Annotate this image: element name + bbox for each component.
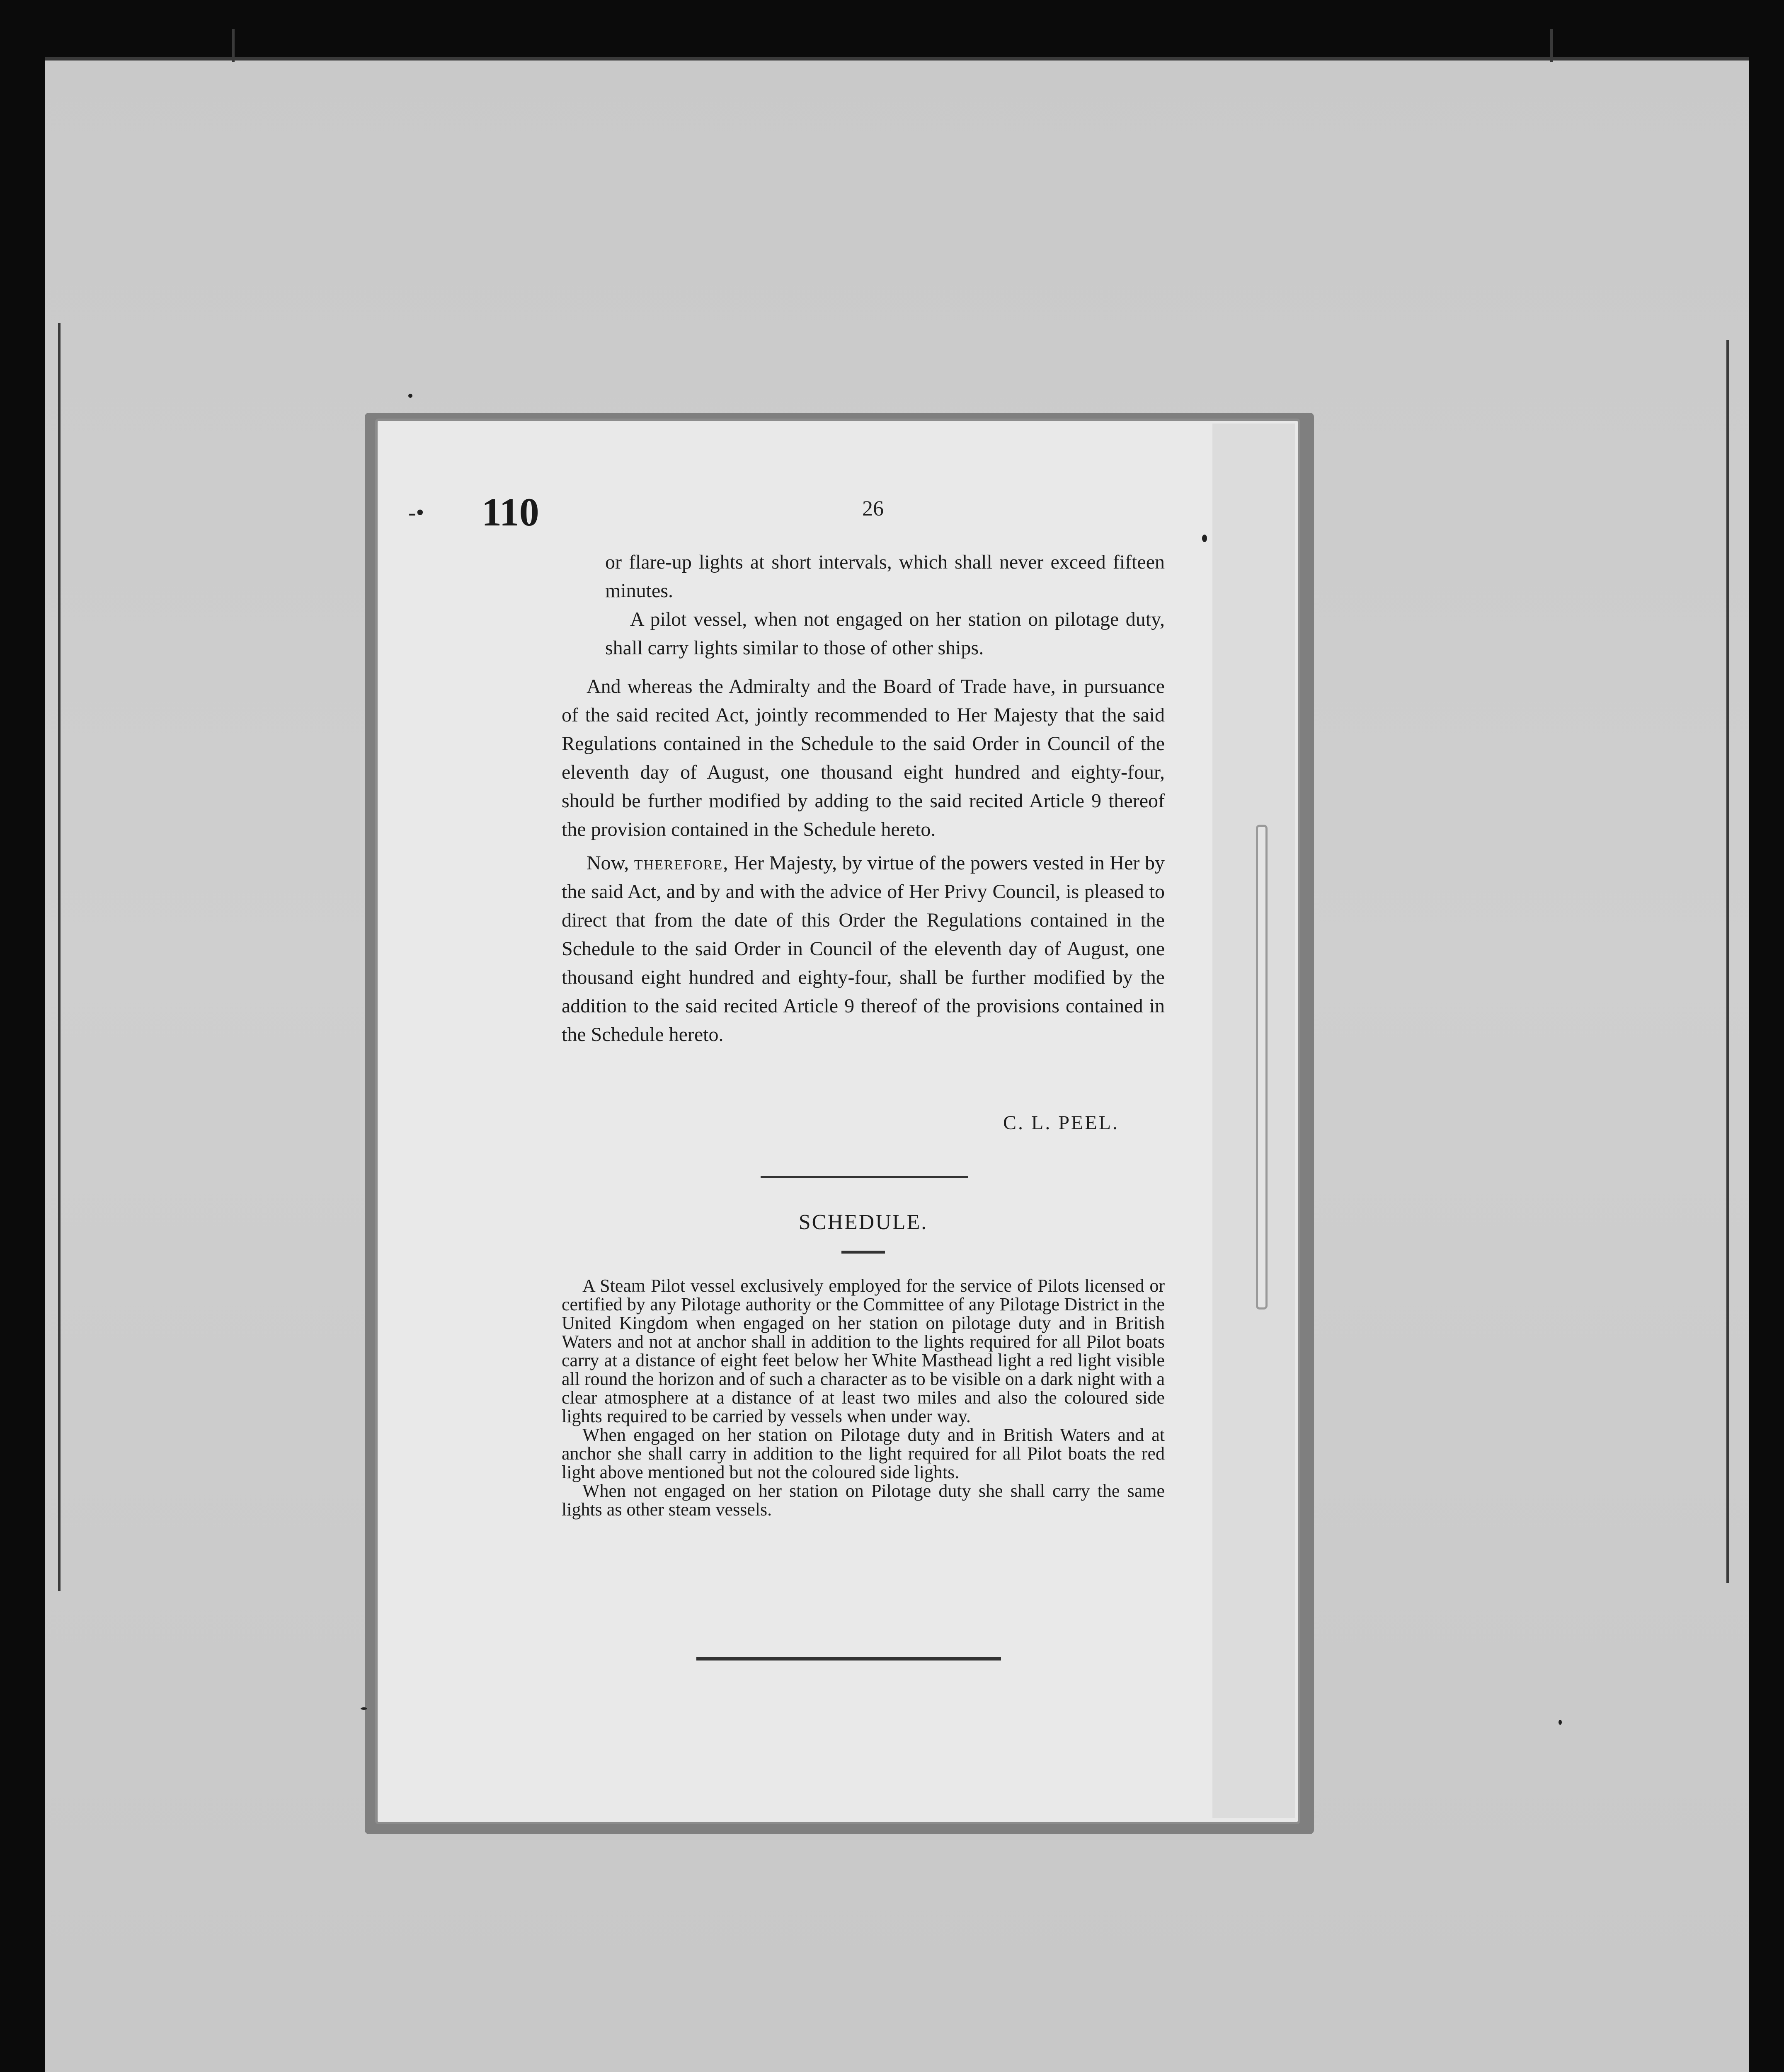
signature: C. L. PEEL. — [1003, 1112, 1119, 1134]
plate-tick-top-left — [232, 29, 235, 62]
order-therefore: therefore, — [634, 852, 729, 874]
page-number: 26 — [862, 497, 884, 520]
continued-regulation-text — [605, 548, 1165, 662]
schedule-paragraph-2: When engaged on her station on Pilotage duty and in British Waters and at anchor she shall carry in addition to the light required for all Pilot boats the red light above mentioned but not the coloured side lights. — [562, 1425, 1165, 1482]
folio-number: 110 — [482, 490, 539, 534]
binding-strip — [1256, 825, 1268, 1310]
plate-border-right — [1726, 340, 1729, 1583]
plate-border-left — [58, 323, 61, 1591]
dust-speck — [361, 1707, 367, 1710]
continued-paragraph-2: A pilot vessel, when not engaged on her station on pilotage duty, shall carry lights similar to those of other ships. — [605, 608, 1165, 659]
separator-rule — [761, 1176, 968, 1178]
order-paragraph — [562, 849, 1165, 1049]
whereas-paragraph: And whereas the Admiralty and the Board of Trade have, in pursuance of the said recited Act, jointly recommended to Her Majesty that the said Regulations contained in the Schedule to the said Order in Council of the eleventh day of August, one thousand eight hundred and eighty-four, should be further modified by adding to the said recited Article 9 thereof the provision contained in the Schedule hereto. — [562, 675, 1165, 840]
plate-tick-top-right — [1550, 29, 1553, 62]
order-lead: Now, — [587, 852, 629, 874]
dust-speck — [1559, 1720, 1562, 1725]
schedule-paragraph-1: A Steam Pilot vessel exclusively employed for the service of Pilots licensed or certified by any Pilotage authority or the Committee of any Pilotage District in the United Kingdom when engaged on her station on pilotage duty and in British Waters and not at anchor shall in addition to the lights required for all Pilot boats carry at a distance of eight feet below her White Masthead light a red light visible all round the horizon and of such a character as to be visible on a dark night with a clear atmosphere at a distance of at least two miles and also the coloured side lights required to be carried by vessels when under way. — [562, 1276, 1165, 1426]
page-overlap-strip — [1212, 424, 1295, 1818]
schedule-title: SCHEDULE. — [798, 1210, 928, 1234]
schedule-body — [562, 1276, 1165, 1519]
schedule-paragraph-3: When not engaged on her station on Pilotage duty she shall carry the same lights as other steam vessels. — [562, 1481, 1165, 1520]
closing-rule — [696, 1657, 1001, 1661]
schedule-title-rule — [841, 1251, 885, 1254]
order-rest: Her Majesty, by virtue of the powers vested in Her by the said Act, and by and with the advice of Her Privy Council, is pleased to direct that from the date of this Order the Regulations contained in the Schedule to the said Order in Council of the eleventh day of August, one thousand eight hundred and eighty-four, shall be further modified by the addition to the said recited Article 9 thereof of the provisions contained in the Schedule hereto. — [562, 852, 1165, 1046]
plate-border-top — [45, 57, 1749, 61]
order-body — [562, 672, 1165, 1054]
dust-speck — [408, 394, 412, 398]
dust-speck — [1202, 535, 1207, 542]
continued-paragraph-1: or flare-up lights at short intervals, which shall never exceed fifteen minutes. — [605, 551, 1165, 602]
folio-mark: -• — [408, 500, 424, 525]
